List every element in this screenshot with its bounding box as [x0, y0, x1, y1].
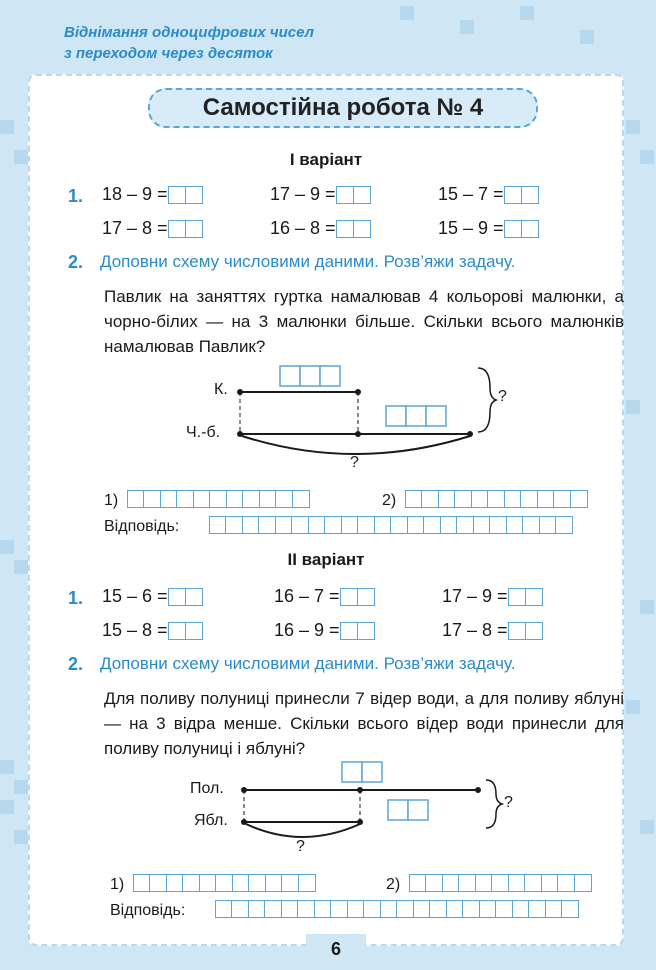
answer-boxes[interactable]	[170, 186, 203, 204]
v2-scheme-diagram	[30, 760, 626, 870]
answer-boxes[interactable]	[338, 220, 371, 238]
exercise-text: 16 – 8 =	[270, 218, 336, 238]
v2-task2-instruction: Доповни схему числовими даними. Розв’яжи задачу.	[100, 654, 516, 673]
variant-2-heading: II варіант	[287, 550, 365, 569]
v2-solution-2-label: 2)	[386, 876, 401, 893]
v1-total-question: ?	[498, 388, 507, 405]
v1-task2-instruction: Доповни схему числовими даними. Розв’яжи задачу.	[100, 252, 516, 271]
header-line-2: з переходом через десяток	[64, 45, 273, 62]
v2-exercise-4	[102, 620, 203, 641]
exercise-text: 17 – 9 =	[270, 184, 336, 204]
answer-boxes[interactable]	[510, 622, 543, 640]
v2-exercise-1	[102, 586, 203, 607]
v2-solution-1-label: 1)	[110, 876, 125, 893]
v2-exercise-6	[442, 620, 543, 641]
v2-solution-1-cells[interactable]	[134, 874, 316, 892]
answer-boxes[interactable]	[342, 588, 375, 606]
v2-task1-number: 1.	[68, 588, 84, 608]
v1-exercise-3	[438, 184, 539, 205]
worksheet-page	[28, 74, 624, 946]
v1-exercise-2	[270, 184, 371, 205]
v2-exercise-3	[442, 586, 543, 607]
exercise-text: 15 – 8 =	[102, 620, 168, 640]
v1-scheme-label-k: К.	[214, 381, 228, 398]
answer-boxes[interactable]	[506, 186, 539, 204]
v1-solution-2-label: 2)	[382, 492, 397, 509]
v2-scheme-label-yabl: Ябл.	[194, 812, 228, 829]
v1-exercise-5	[270, 218, 371, 239]
exercise-text: 17 – 8 =	[102, 218, 168, 238]
variant-1-heading: I варіант	[289, 150, 363, 169]
v2-solution-2-cells[interactable]	[410, 874, 592, 892]
v2-problem-text: Для поливу полуниці принесли 7 відер води, а для поливу яблуні — на 3 відра менше. Скільки всього відер води принесли для поливу полуниці і яблуні?	[104, 689, 624, 758]
v1-solution-1-cells[interactable]	[128, 490, 310, 508]
v1-exercise-6	[438, 218, 539, 239]
v1-scheme-label-chb: Ч.-б.	[186, 424, 221, 441]
v1-answer-label: Відповідь:	[104, 518, 180, 535]
page-number: 6	[306, 934, 366, 964]
v1-arc-question: ?	[350, 454, 359, 471]
v2-answer-label: Відповідь:	[110, 902, 186, 919]
v1-exercise-4	[102, 218, 203, 239]
v2-arc-question: ?	[296, 838, 305, 855]
answer-boxes[interactable]	[338, 186, 371, 204]
v1-answer-cells[interactable]	[210, 516, 573, 534]
chapter-header	[64, 22, 314, 64]
answer-boxes[interactable]	[510, 588, 543, 606]
exercise-text: 17 – 9 =	[442, 586, 508, 606]
exercise-text: 18 – 9 =	[102, 184, 168, 204]
exercise-text: 17 – 8 =	[442, 620, 508, 640]
answer-boxes[interactable]	[170, 588, 203, 606]
v2-exercise-2	[274, 586, 375, 607]
v2-total-question: ?	[504, 794, 513, 811]
answer-boxes[interactable]	[170, 220, 203, 238]
v1-problem-text: Павлик на заняттях гуртка намалював 4 кольорові малюнки, а чорно-білих — на 3 малюнки більше. Скільки всього малюнків намалював Павлик?	[104, 287, 624, 356]
v1-task2-number: 2.	[68, 252, 84, 272]
v1-solution-2-cells[interactable]	[406, 490, 588, 508]
v1-solution-1-label: 1)	[104, 492, 119, 509]
exercise-text: 16 – 7 =	[274, 586, 340, 606]
v2-scheme-label-pol: Пол.	[190, 780, 224, 797]
v2-exercise-5	[274, 620, 375, 641]
exercise-text: 15 – 6 =	[102, 586, 168, 606]
header-line-1: Віднімання одноцифрових чисел	[64, 24, 315, 41]
v2-answer-cells[interactable]	[216, 900, 579, 918]
exercise-text: 15 – 7 =	[438, 184, 504, 204]
v1-exercise-1	[102, 184, 203, 205]
v1-scheme-diagram	[30, 360, 626, 480]
answer-boxes[interactable]	[170, 622, 203, 640]
exercise-text: 15 – 9 =	[438, 218, 504, 238]
exercise-text: 16 – 9 =	[274, 620, 340, 640]
page-title: Самостійна робота № 4	[148, 88, 538, 128]
v2-task2-number: 2.	[68, 654, 84, 674]
v1-task1-number: 1.	[68, 186, 84, 206]
answer-boxes[interactable]	[342, 622, 375, 640]
answer-boxes[interactable]	[506, 220, 539, 238]
